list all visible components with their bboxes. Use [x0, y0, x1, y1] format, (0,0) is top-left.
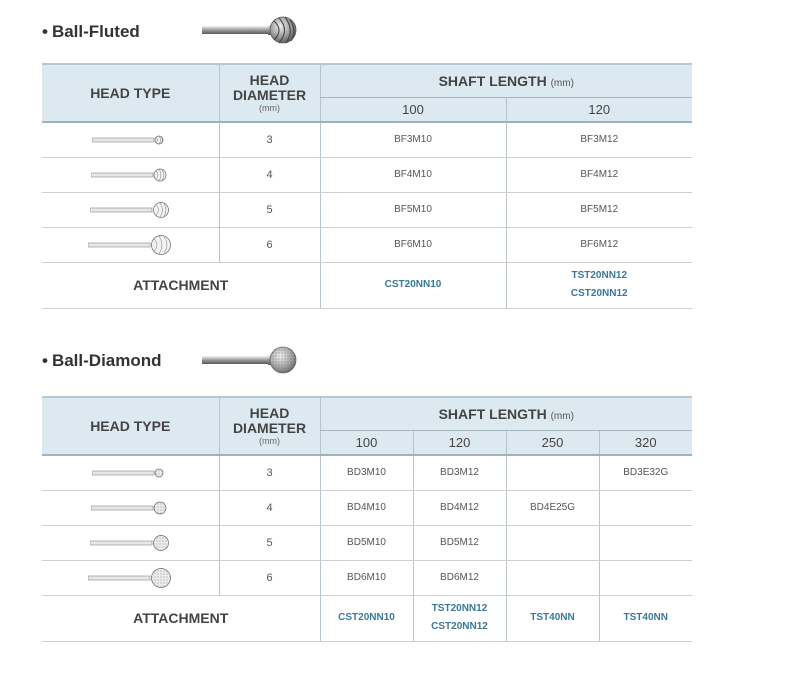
ball-diamond-spec-table [42, 396, 692, 642]
code-cell [599, 525, 692, 560]
code-cell: BD4M12 [413, 490, 506, 525]
code-cell: BD4E25G [506, 490, 599, 525]
attachment-cell [320, 595, 413, 641]
ball-diamond-5mm-icon [90, 534, 170, 552]
head-type-image [42, 157, 219, 192]
head-type-header: HEAD TYPE [42, 397, 219, 455]
ball-fluted-6mm-icon [88, 234, 172, 256]
code-cell: BF3M10 [320, 122, 506, 157]
attachment-code: CST20NN10 [338, 612, 395, 623]
head-type-image [42, 490, 219, 525]
ball-fluted-4mm-icon [91, 167, 169, 183]
diameter-cell: 4 [219, 157, 320, 192]
ball-diamond-3mm-icon [92, 467, 168, 479]
diameter-cell: 6 [219, 560, 320, 595]
code-cell: BF4M12 [506, 157, 692, 192]
code-cell: BD3E32G [599, 455, 692, 490]
diameter-cell: 5 [219, 525, 320, 560]
shaft-length-header: SHAFT LENGTH (mm) [320, 397, 692, 430]
table-row [42, 227, 692, 262]
diameter-cell: 5 [219, 192, 320, 227]
code-cell: BF5M12 [506, 192, 692, 227]
attachment-label: ATTACHMENT [42, 262, 320, 308]
attachment-cell [506, 262, 692, 308]
shaft-length-120-header: 120 [506, 97, 692, 122]
code-cell [506, 525, 599, 560]
code-cell: BD3M12 [413, 455, 506, 490]
code-cell: BD5M12 [413, 525, 506, 560]
ball-fluted-bur-image [200, 13, 300, 47]
ball-diamond-bur-image [200, 343, 300, 377]
ball-fluted-5mm-icon [90, 201, 170, 219]
code-cell: BF6M12 [506, 227, 692, 262]
attachment-code: TST40NN [530, 612, 575, 623]
attachment-row [42, 262, 692, 308]
ball-diamond-4mm-icon [91, 500, 169, 516]
table-row [42, 122, 692, 157]
code-cell: BF6M10 [320, 227, 506, 262]
shaft-length-header: SHAFT LENGTH (mm) [320, 64, 692, 97]
shaft-length-320-header: 320 [599, 430, 692, 455]
ball-fluted-3mm-icon [92, 134, 168, 146]
head-type-image [42, 525, 219, 560]
section-title-ball-fluted: • Ball-Fluted [42, 22, 140, 41]
attachment-code: TST40NN [623, 612, 668, 623]
head-diameter-header: HEAD DIAMETER (mm) [219, 64, 320, 122]
shaft-length-120-header: 120 [413, 430, 506, 455]
head-type-image [42, 560, 219, 595]
table-row [42, 192, 692, 227]
table-row [42, 525, 692, 560]
attachment-cell [320, 262, 506, 308]
diameter-cell: 3 [219, 455, 320, 490]
table-row [42, 560, 692, 595]
head-type-image [42, 192, 219, 227]
attachment-cell [506, 595, 599, 641]
table-row [42, 455, 692, 490]
attachment-code: CST20NN12 [570, 288, 628, 299]
code-cell: BD5M10 [320, 525, 413, 560]
head-type-image [42, 227, 219, 262]
attachment-cell [413, 595, 506, 641]
code-cell [599, 490, 692, 525]
shaft-length-100-header: 100 [320, 430, 413, 455]
attachment-cell [599, 595, 692, 641]
code-cell: BD4M10 [320, 490, 413, 525]
shaft-length-100-header: 100 [320, 97, 506, 122]
code-cell: BF5M10 [320, 192, 506, 227]
head-diameter-header: HEAD DIAMETER (mm) [219, 397, 320, 455]
attachment-code: CST20NN12 [431, 621, 488, 632]
head-type-header: HEAD TYPE [42, 64, 219, 122]
diameter-cell: 4 [219, 490, 320, 525]
head-type-image [42, 455, 219, 490]
code-cell: BD3M10 [320, 455, 413, 490]
code-cell: BD6M10 [320, 560, 413, 595]
table-row [42, 490, 692, 525]
code-cell [599, 560, 692, 595]
attachment-code: TST20NN12 [571, 270, 628, 281]
diameter-cell: 3 [219, 122, 320, 157]
attachment-code: CST20NN10 [384, 279, 442, 290]
head-type-image [42, 122, 219, 157]
ball-diamond-6mm-icon [88, 567, 172, 589]
code-cell: BD6M12 [413, 560, 506, 595]
attachment-label: ATTACHMENT [42, 595, 320, 641]
code-cell [506, 455, 599, 490]
code-cell: BF3M12 [506, 122, 692, 157]
code-cell: BF4M10 [320, 157, 506, 192]
code-cell [506, 560, 599, 595]
ball-fluted-spec-table [42, 63, 692, 309]
diameter-cell: 6 [219, 227, 320, 262]
shaft-length-250-header: 250 [506, 430, 599, 455]
section-title-ball-diamond: • Ball-Diamond [42, 351, 162, 370]
table-row [42, 157, 692, 192]
attachment-row [42, 595, 692, 641]
attachment-code: TST20NN12 [431, 603, 488, 614]
